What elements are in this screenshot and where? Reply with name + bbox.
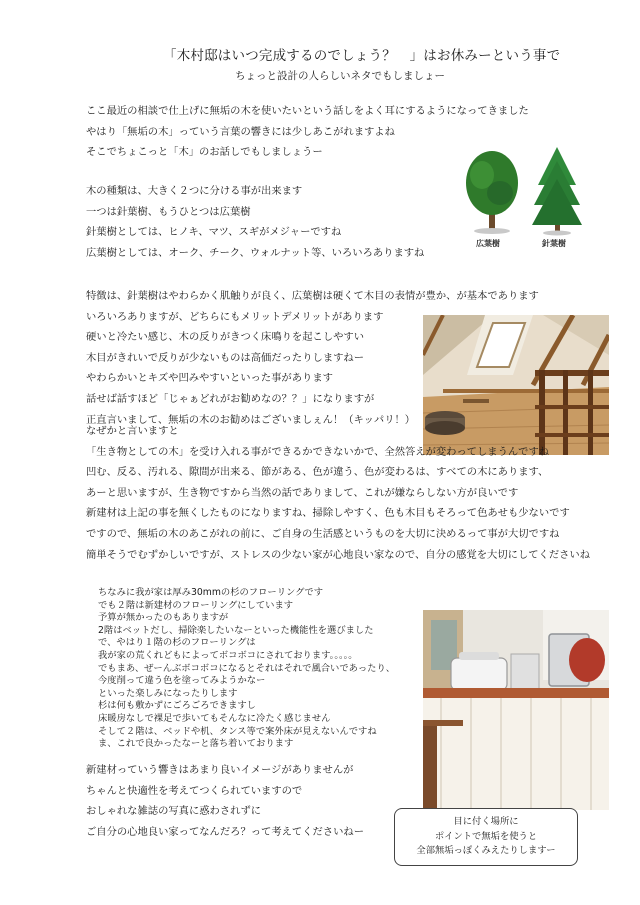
text-line: ご自分の心地良い家ってなんだろ？って考えてくださいねー: [86, 825, 365, 838]
text-line: 硬いと冷たい感じ、木の反りがきつく床鳴りを起こしやすい: [86, 331, 365, 344]
text-line: 木の種類は、大きく２つに分ける事が出来ます: [86, 185, 303, 197]
text-line: ですので、無垢の木のあこがれの前に、ご自身の生活感というものを大切に決めるって事が大切ですね: [86, 527, 560, 540]
text-line: 2階はベットだし、掃除楽したいなーといった機能性を選びました: [98, 624, 374, 636]
callout-line: 全部無垢っぽくみえたりしますー: [416, 845, 556, 856]
reason-paragraph: [86, 421, 590, 565]
text-line: 我が家の荒くれどもによってボコボコにされております。。。。。: [98, 649, 358, 661]
tree-icons: [462, 145, 584, 253]
text-line: で、やはり１階の杉のフローリングは: [98, 637, 256, 649]
text-line: 「生き物としての木」を受け入れる事ができるかできないかで、全然答えが変わってしまうんですね: [86, 445, 550, 458]
text-line: 一つは針葉樹、もうひとつは広葉樹: [86, 205, 251, 218]
text-line: 床暖房なしで裸足で歩いてもそんなに冷たく感じません: [98, 712, 331, 724]
text-line: ちなみに我が家は厚み30mmの杉のフローリングです: [98, 587, 323, 598]
text-line: あーと思いますが、生き物ですから当然の話でありまして、これが嫌ならしない方が良いです: [86, 486, 519, 499]
broadleaf-label: 広葉樹: [476, 239, 500, 248]
callout-box: [394, 808, 578, 866]
conifer-label: 針葉樹: [542, 239, 566, 248]
page-title: 「木村邸はいつ完成するのでしょう？ 」はお休みーという事で: [163, 48, 561, 64]
text-line: でも２階は新建材のフローリングにしています: [98, 599, 294, 611]
text-line: 杉は何も敷かずにごろごろできますし: [98, 700, 256, 712]
text-line: 話せば話すほど「じゃぁどれがお勧めなの？？」になりますが: [86, 392, 375, 405]
callout-line: ポイントで無垢を使うと: [434, 830, 538, 842]
text-line: そして２階は、ベッドや机、タンス等で案外床が見えないんですね: [98, 725, 377, 737]
text-line: 凹む、反る、汚れる、隙間が出来る、節がある、色が違う、色が変わるは、すべての木にあります、: [86, 466, 549, 479]
text-line: 針葉樹としては、ヒノキ、マツ、スギがメジャーですね: [86, 226, 342, 239]
home-flooring-aside: [98, 587, 395, 751]
text-line: なぜかと言いますと: [86, 425, 179, 437]
text-line: でもまあ、ぜーんぶボコボコになるとそれはそれで風合いであったり、: [98, 662, 396, 674]
tree-illustration: [462, 145, 584, 253]
text-line: ま、これで良かったなーと落ち着いております: [98, 738, 294, 750]
text-line: といった楽しみになったりします: [98, 687, 238, 699]
text-line: 新建材っていう響きはあまり良いイメージがありませんが: [86, 764, 354, 776]
text-line: 新建材は上記の事を無くしたものになりますね、掃除しやすく、色も木目もそろって色あせも少ないです: [86, 507, 570, 520]
text-line: 特徴は、針葉樹はやわらかく肌触りが良く、広葉樹は硬くて木目の表情が豊か、が基本であります: [86, 290, 539, 302]
closing-paragraph: [86, 760, 364, 842]
text-line: 正直言いまして、無垢の木のお勧めはございましぇん！（キッパリ！）: [86, 413, 416, 426]
text-line: ここ最近の相談で仕上げに無垢の木を使いたいという話しをよく耳にするようになってきました: [86, 105, 529, 117]
text-line: やはり「無垢の木」っていう言葉の響きには少しあこがれますよね: [86, 125, 395, 138]
text-line: 予算が無かったのもありますが: [98, 612, 229, 624]
text-line: やわらかいとキズや凹みやすいといった事があります: [86, 372, 333, 385]
text-line: 木目がきれいで反りが少ないものは高価だったりしますねー: [86, 351, 365, 364]
tree-types-paragraph: [86, 181, 424, 263]
text-line: そこでちょこっと「木」のお話しでもしましょうー: [86, 146, 323, 159]
text-line: 広葉樹としては、オーク、チーク、ウォルナット等、いろいろありますね: [86, 246, 425, 259]
page-subtitle: ちょっと設計の人らしいネタでもしましょー: [235, 70, 445, 82]
text-line: 簡単そうでむずかしいですが、ストレスの少ない家が心地良い家なので、自分の感覚を大切にしてくださいね: [86, 548, 591, 561]
text-line: ちゃんと快適性を考えてつくられていますので: [86, 784, 303, 797]
text-line: いろいろありますが、どちらにもメリットデメリットがあります: [86, 310, 384, 323]
callout-line: 目に付く場所に: [453, 816, 519, 827]
text-line: 今度削って違う色を塗ってみようかなー: [98, 675, 266, 687]
kitchen-counter-photo: [423, 610, 609, 810]
text-line: おしゃれな雑誌の写真に惑わされずに: [86, 805, 262, 818]
